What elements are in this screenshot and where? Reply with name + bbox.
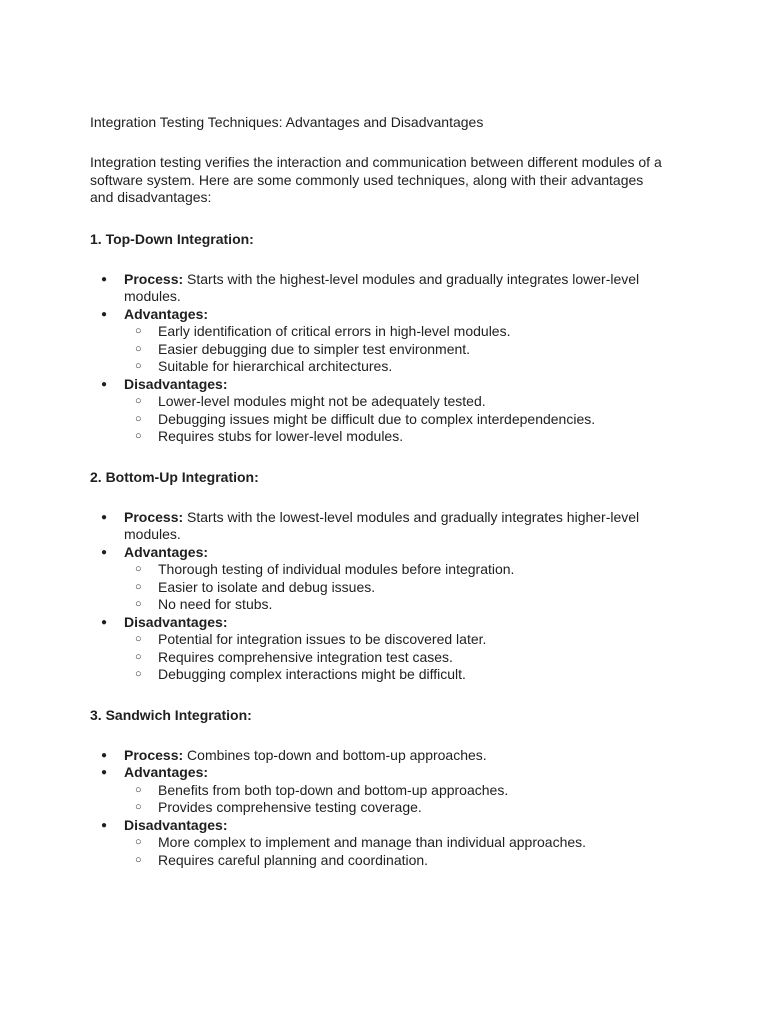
disadvantage-item: ○ Potential for integration issues to be discovered later. [124,631,670,649]
disadvantage-item: ○ Requires comprehensive integration test cases. [124,649,670,667]
disadvantages-list [124,834,670,869]
disadvantage-item: ○ Debugging complex interactions might be difficult. [124,666,670,684]
advantages-list [124,561,670,614]
process-item [90,747,670,765]
disadvantage-item: ○ Requires stubs for lower-level modules. [124,428,670,446]
section-heading: 2. Bottom-Up Integration: [90,468,259,485]
advantages-list [124,323,670,376]
advantages-item [90,764,670,817]
disadvantages-item [90,614,670,684]
process-item [90,509,670,544]
disadvantages-label: Disadvantages: [124,816,228,833]
process-text: Starts with the lowest-level modules and gradually integrates higher-level modules. [124,508,640,542]
process-label: Process: [124,508,184,525]
advantages-label: Advantages: [124,764,209,780]
section-top-down [90,231,670,446]
advantage-item: ○ Easier to isolate and debug issues. [124,579,670,597]
advantage-item: ○ No need for stubs. [124,596,670,614]
disadvantages-list [124,393,670,446]
advantages-list [124,782,670,817]
advantages-item [90,306,670,376]
process-label: Process: [124,270,184,287]
advantage-item: ○ Thorough testing of individual modules before integration. [124,561,670,579]
disadvantages-item [90,817,670,870]
process-label: Process: [124,746,184,763]
disadvantages-label: Disadvantages: [124,613,228,630]
section-heading: 3. Sandwich Integration: [90,706,252,723]
advantages-label: Advantages: [124,543,209,560]
technique-details-list [90,509,670,684]
section-sandwich [90,707,670,870]
advantages-item [90,544,670,614]
disadvantage-item: ○ Debugging issues might be difficult due to complex interdependencies. [124,411,670,429]
disadvantage-item: ○ More complex to implement and manage than individual approaches. [124,834,670,852]
advantage-item: ○ Easier debugging due to simpler test environment. [124,341,670,359]
disadvantage-item: ○ Requires careful planning and coordination. [124,852,670,870]
advantage-item: ○ Benefits from both top-down and bottom-up approaches. [124,782,670,800]
disadvantages-label: Disadvantages: [124,375,228,392]
section-bottom-up [90,469,670,684]
advantages-label: Advantages: [124,305,209,322]
section-heading: 1. Top-Down Integration: [90,230,254,247]
disadvantages-item [90,376,670,446]
technique-details-list [90,271,670,446]
document-page [90,114,670,869]
advantage-item: ○ Provides comprehensive testing coverage. [124,799,670,817]
disadvantage-item: ○ Lower-level modules might not be adequately tested. [124,393,670,411]
process-text: Starts with the highest-level modules and gradually integrates lower-level modules. [124,270,640,304]
process-item [90,271,670,306]
disadvantages-list [124,631,670,684]
process-text: Combines top-down and bottom-up approaches. [183,746,487,763]
technique-details-list [90,747,670,870]
intro-paragraph: Integration testing verifies the interaction and communication between different modules of a software system. Here are some commonly used techniques, along with their advantages and disadvantages: [90,154,662,205]
advantage-item: ○ Early identification of critical errors in high-level modules. [124,323,670,341]
advantage-item: ○ Suitable for hierarchical architectures. [124,358,670,376]
document-title: Integration Testing Techniques: Advantages and Disadvantages [90,114,484,130]
